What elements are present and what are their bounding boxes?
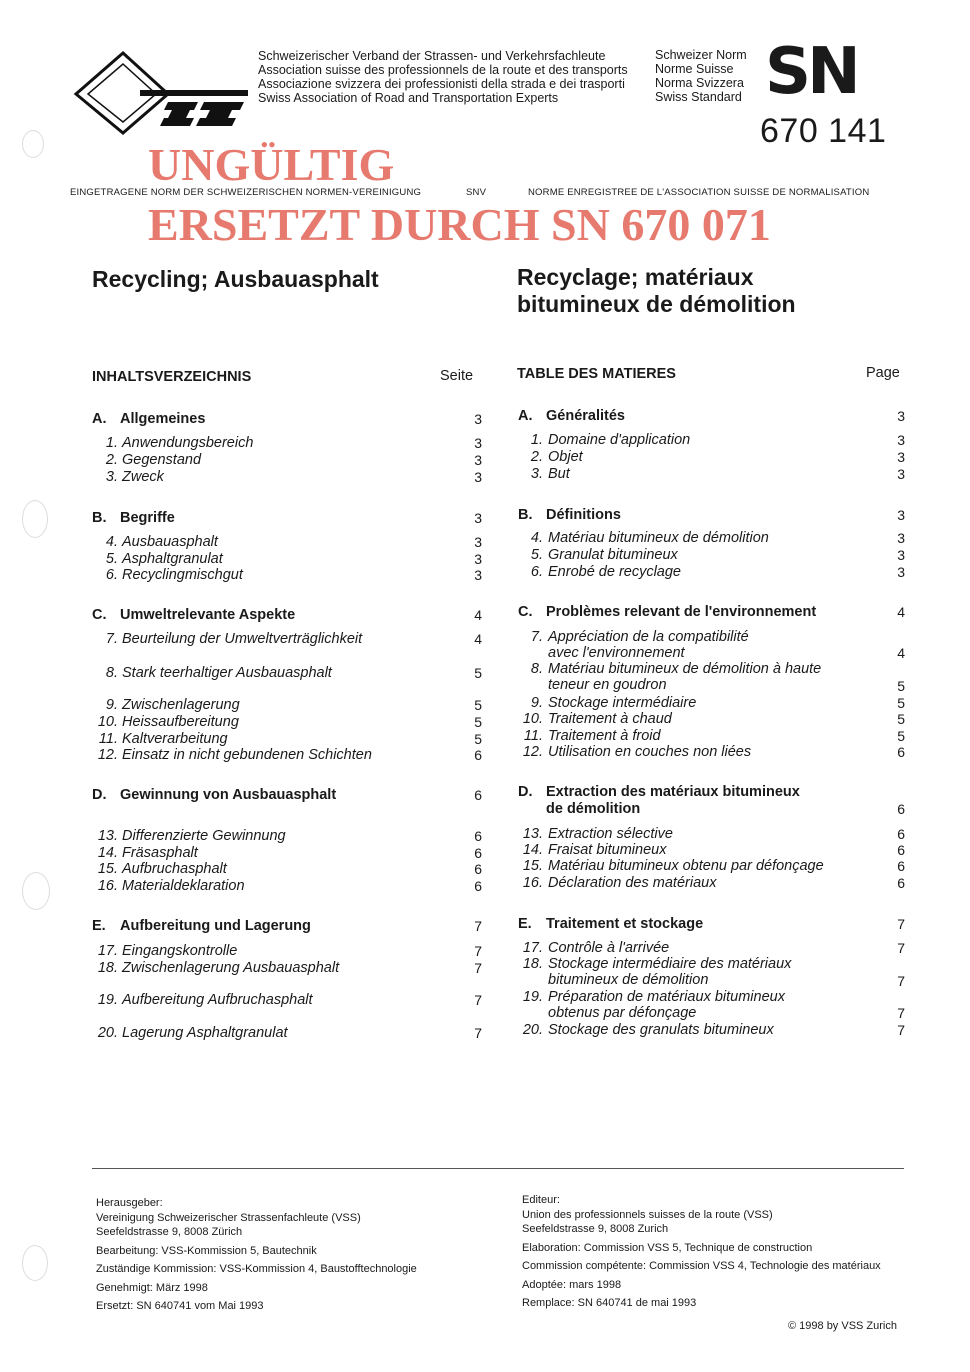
- toc-item-title: Stockage intermédiaire des matériaux: [548, 956, 792, 972]
- toc-section-letter: E.: [92, 918, 106, 934]
- toc-section-page: 3: [897, 507, 905, 523]
- approved-date-de: Genehmigt: März 1998: [96, 1281, 208, 1294]
- toc-item-page: 7: [474, 992, 482, 1008]
- toc-item-number: 9.: [105, 697, 118, 713]
- toc-item-page: 3: [897, 466, 905, 482]
- toc-section-letter: A.: [92, 411, 107, 427]
- toc-item-number: 7.: [530, 629, 543, 645]
- toc-item-number: 17.: [522, 940, 543, 956]
- toc-item-number: 14.: [97, 845, 118, 861]
- publisher-address-de: Seefeldstrasse 9, 8008 Zürich: [96, 1226, 243, 1238]
- toc-item-page: 6: [897, 826, 905, 842]
- toc-section-title: Umweltrelevante Aspekte: [120, 607, 296, 623]
- toc-item-title: Anwendungsbereich: [122, 435, 254, 451]
- toc-item-page: 7: [897, 940, 905, 956]
- toc-item-page: 6: [897, 875, 905, 891]
- toc-item-number: 1.: [105, 435, 118, 451]
- toc-item-title: Gegenstand: [122, 452, 202, 468]
- toc-item-page: 7: [897, 973, 905, 989]
- toc-item-page: 7: [897, 1005, 905, 1021]
- toc-item-page: 3: [897, 547, 905, 563]
- toc-item-number: 19.: [522, 989, 543, 1005]
- sn-logo: SN: [765, 35, 857, 109]
- toc-item-number: 6.: [530, 564, 543, 580]
- toc-section-page: 3: [897, 408, 905, 424]
- toc-item-title: Einsatz in nicht gebundenen Schichten: [122, 747, 372, 763]
- toc-section-letter: C.: [518, 604, 533, 620]
- toc-item-title: Recyclingmischgut: [122, 567, 243, 583]
- title-fr: [517, 264, 796, 318]
- registration-left: EINGETRAGENE NORM DER SCHWEIZERISCHEN NORMEN-VEREINIGUNG: [70, 187, 422, 198]
- toc-item-number: 13.: [97, 828, 118, 844]
- toc-item-title: Traitement à froid: [548, 728, 661, 744]
- toc-item-title: Zwischenlagerung Ausbauasphalt: [122, 960, 340, 976]
- toc-item-title: Extraction sélective: [548, 826, 673, 842]
- toc-section-letter: B.: [518, 507, 533, 523]
- toc-item-number: 5.: [530, 547, 543, 563]
- toc-item-page: 7: [474, 943, 482, 959]
- toc-item-title-cont: obtenus par défonçage: [548, 1005, 697, 1021]
- toc-item-title: Granulat bitumineux: [548, 547, 678, 563]
- binder-hole-mark: [22, 500, 48, 538]
- publisher-label-fr: Editeur:: [522, 1194, 560, 1206]
- toc-section-page: 7: [474, 918, 482, 934]
- toc-item-title: Fraisat bitumineux: [548, 842, 667, 858]
- association-names: [258, 49, 628, 105]
- editing-committee-de: Bearbeitung: VSS-Kommission 5, Bautechnik: [96, 1244, 317, 1257]
- toc-section-page: 7: [897, 916, 905, 932]
- toc-item-page: 3: [897, 432, 905, 448]
- toc-item-number: 5.: [105, 551, 118, 567]
- toc-item-number: 9.: [530, 695, 543, 711]
- toc-item-title: Enrobé de recyclage: [548, 564, 681, 580]
- toc-item-title-cont: bitumineux de démolition: [548, 972, 709, 988]
- toc-item-number: 18.: [97, 960, 118, 976]
- toc-item-title: Heissaufbereitung: [122, 714, 239, 730]
- publisher-name-fr: Union des professionnels suisses de la route (VSS): [522, 1208, 773, 1221]
- toc-page-label-fr: Page: [866, 365, 900, 381]
- toc-item-title: Aufbereitung Aufbruchasphalt: [122, 992, 313, 1008]
- toc-item-page: 3: [474, 534, 482, 550]
- toc-item-page: 3: [897, 530, 905, 546]
- norm-label-de: Schweizer Norm: [655, 48, 747, 62]
- toc-item-title: But: [548, 466, 570, 482]
- toc-section-title: Généralités: [546, 408, 625, 424]
- toc-item-number: 7.: [105, 631, 118, 647]
- toc-item-page: 3: [897, 564, 905, 580]
- toc-item-number: 13.: [522, 826, 543, 842]
- toc-item-number: 11.: [523, 728, 543, 744]
- toc-item-title: Objet: [548, 449, 583, 465]
- toc-item-page: 3: [474, 551, 482, 567]
- vss-logo-graphic: [68, 50, 253, 135]
- binder-hole-mark: [22, 872, 50, 910]
- toc-item-number: 11.: [98, 731, 118, 747]
- binder-hole-mark: [22, 130, 44, 158]
- toc-item-title: Matériau bitumineux de démolition à haute: [548, 661, 822, 677]
- toc-item-number: 17.: [97, 943, 118, 959]
- toc-item-title: Stark teerhaltiger Ausbauasphalt: [122, 665, 332, 681]
- toc-item-page: 3: [474, 435, 482, 451]
- toc-item-number: 4.: [105, 534, 118, 550]
- toc-section-title: Définitions: [546, 507, 621, 523]
- toc-item-page: 5: [897, 678, 905, 694]
- toc-item-page: 5: [474, 731, 482, 747]
- toc-item-title: Aufbruchasphalt: [122, 861, 227, 877]
- toc-item-title: Materialdeklaration: [122, 878, 245, 894]
- toc-section-title: Aufbereitung und Lagerung: [120, 918, 311, 934]
- toc-section-page: 4: [474, 607, 482, 623]
- toc-item-title: Zweck: [122, 469, 164, 485]
- title-fr-line1: Recyclage; matériaux: [517, 264, 754, 290]
- toc-section-title-cont: de démolition: [546, 801, 641, 817]
- toc-item-page: 5: [474, 697, 482, 713]
- toc-item-page: 7: [474, 1025, 482, 1041]
- toc-item-page: 3: [897, 449, 905, 465]
- toc-item-title: Domaine d'application: [548, 432, 691, 448]
- footer-german: [96, 1196, 417, 1314]
- toc-item-number: 20.: [522, 1022, 543, 1038]
- toc-item-title: Contrôle à l'arrivée: [548, 940, 670, 956]
- toc-item-page: 3: [474, 567, 482, 583]
- replaced-by-stamp: ERSETZT DURCH SN 670 071: [148, 199, 771, 250]
- editing-committee-fr: Elaboration: Commission VSS 5, Technique de construction: [522, 1241, 813, 1254]
- publisher-address-fr: Seefeldstrasse 9, 8008 Zurich: [522, 1223, 669, 1235]
- toc-item-page: 6: [474, 845, 482, 861]
- toc-section-page: 6: [897, 801, 905, 817]
- toc-item-number: 3.: [530, 466, 543, 482]
- toc-item-title: Utilisation en couches non liées: [548, 744, 752, 760]
- toc-item-page: 6: [897, 858, 905, 874]
- registration-center: SNV: [466, 187, 487, 198]
- toc-item-page: 6: [474, 828, 482, 844]
- association-name-en: Swiss Association of Road and Transportation Experts: [258, 91, 559, 105]
- replaces-fr: Remplace: SN 640741 de mai 1993: [522, 1297, 697, 1309]
- norm-label-fr: Norme Suisse: [655, 62, 734, 76]
- toc-item-number: 10.: [522, 711, 543, 727]
- toc-item-title: Préparation de matériaux bitumineux: [548, 989, 785, 1005]
- toc-item-page: 7: [474, 960, 482, 976]
- toc-item-number: 16.: [97, 878, 118, 894]
- toc-item-number: 12.: [97, 747, 118, 763]
- toc-item-title: Traitement à chaud: [548, 711, 672, 727]
- replaces-de: Ersetzt: SN 640741 vom Mai 1993: [96, 1300, 264, 1312]
- toc-item-title: Ausbauasphalt: [122, 534, 218, 550]
- toc-section-title: Gewinnung von Ausbauasphalt: [120, 787, 337, 803]
- toc-heading-de: INHALTSVERZEICHNIS: [92, 369, 252, 385]
- toc-item-title: Stockage des granulats bitumineux: [548, 1022, 774, 1038]
- toc-item-title: Zwischenlagerung: [122, 697, 240, 713]
- responsible-committee-fr: Commission compétente: Commission VSS 4, Technologie des matériaux: [522, 1260, 881, 1272]
- toc-section-page: 3: [474, 411, 482, 427]
- binder-hole-mark: [22, 1245, 48, 1281]
- responsible-committee-de: Zuständige Kommission: VSS-Kommission 4, Baustofftechnologie: [96, 1263, 417, 1275]
- association-name-fr: Association suisse des professionnels de la route et des transports: [258, 63, 628, 77]
- toc-item-title: Beurteilung der Umweltverträglichkeit: [122, 631, 363, 647]
- invalid-stamp: UNGÜLTIG: [148, 139, 395, 190]
- toc-item-title-cont: teneur en goudron: [548, 677, 667, 693]
- toc-item-number: 8.: [530, 661, 543, 677]
- toc-section-letter: D.: [92, 787, 107, 803]
- toc-item-title: Appréciation de la compatibilité: [548, 629, 749, 645]
- norm-label-en: Swiss Standard: [655, 90, 742, 104]
- toc-section-title: Begriffe: [120, 510, 175, 526]
- toc-section-letter: B.: [92, 510, 107, 526]
- toc-item-number: 15.: [97, 861, 118, 877]
- toc-page-label-de: Seite: [440, 368, 474, 384]
- title-de: Recycling; Ausbauasphalt: [92, 266, 379, 292]
- toc-item-title: Déclaration des matériaux: [548, 875, 717, 891]
- toc-item-number: 8.: [105, 665, 118, 681]
- toc-item-number: 3.: [105, 469, 118, 485]
- adopted-date-fr: Adoptée: mars 1998: [522, 1278, 622, 1291]
- toc-item-title-cont: avec l'environnement: [548, 645, 685, 661]
- toc-heading-fr: TABLE DES MATIERES: [517, 366, 676, 382]
- toc-item-number: 18.: [522, 956, 543, 972]
- sn-number: 670 141: [760, 112, 887, 150]
- publisher-label-de: Herausgeber:: [96, 1197, 163, 1209]
- toc-item-page: 6: [474, 861, 482, 877]
- toc-item-title: Differenzierte Gewinnung: [122, 828, 286, 844]
- norm-label-it: Norma Svizzera: [655, 76, 744, 90]
- toc-item-title: Eingangskontrolle: [122, 943, 238, 959]
- toc-item-page: 7: [897, 1022, 905, 1038]
- toc-section-page: 3: [474, 510, 482, 526]
- toc-item-number: 2.: [530, 449, 543, 465]
- toc-item-page: 3: [474, 452, 482, 468]
- toc-item-number: 4.: [530, 530, 543, 546]
- toc-section-title: Extraction des matériaux bitumineux: [546, 784, 800, 800]
- toc-section-letter: D.: [518, 784, 533, 800]
- toc-item-page: 4: [474, 631, 482, 647]
- vss-logo: [68, 50, 253, 135]
- norm-labels: [655, 48, 747, 104]
- toc-section-page: 6: [474, 787, 482, 803]
- publisher-name-de: Vereinigung Schweizerischer Strassenfachleute (VSS): [96, 1211, 361, 1224]
- toc-item-page: 3: [474, 469, 482, 485]
- footer-divider: [92, 1168, 904, 1169]
- registration-right: NORME ENREGISTREE DE L'ASSOCIATION SUISSE DE NORMALISATION: [528, 187, 870, 198]
- toc-item-page: 5: [474, 714, 482, 730]
- toc-item-page: 4: [897, 645, 905, 661]
- toc-item-number: 2.: [105, 452, 118, 468]
- toc-item-number: 16.: [522, 875, 543, 891]
- toc-item-page: 6: [474, 747, 482, 763]
- toc-item-number: 20.: [97, 1025, 118, 1041]
- toc-section-letter: A.: [518, 408, 533, 424]
- toc-item-number: 19.: [97, 992, 118, 1008]
- toc-item-title: Stockage intermédiaire: [548, 695, 697, 711]
- toc-section-letter: E.: [518, 916, 532, 932]
- toc-item-page: 5: [474, 665, 482, 681]
- toc-item-number: 12.: [522, 744, 543, 760]
- copyright: © 1998 by VSS Zurich: [788, 1320, 897, 1332]
- footer-french: [522, 1193, 881, 1311]
- toc-item-title: Lagerung Asphaltgranulat: [122, 1025, 288, 1041]
- association-name-de: Schweizerischer Verband der Strassen- und Verkehrsfachleute: [258, 49, 606, 63]
- toc-item-title: Matériau bitumineux de démolition: [548, 530, 769, 546]
- toc-section-title: Problèmes relevant de l'environnement: [546, 604, 817, 620]
- toc-item-number: 6.: [105, 567, 118, 583]
- toc-item-title: Asphaltgranulat: [122, 551, 223, 567]
- toc-item-number: 14.: [522, 842, 543, 858]
- toc-section-title: Allgemeines: [120, 411, 206, 427]
- toc-section-page: 4: [897, 604, 905, 620]
- toc-item-page: 5: [897, 695, 905, 711]
- toc-item-page: 6: [474, 878, 482, 894]
- toc-item-number: 15.: [522, 858, 543, 874]
- toc-item-page: 5: [897, 711, 905, 727]
- toc-item-page: 5: [897, 728, 905, 744]
- toc-item-page: 6: [897, 744, 905, 760]
- toc-item-number: 10.: [97, 714, 118, 730]
- toc-item-page: 6: [897, 842, 905, 858]
- toc-item-number: 1.: [530, 432, 543, 448]
- toc-item-title: Fräsasphalt: [122, 845, 198, 861]
- toc-section-title: Traitement et stockage: [546, 916, 704, 932]
- title-fr-line2: bitumineux de démolition: [517, 291, 796, 317]
- toc-section-letter: C.: [92, 607, 107, 623]
- association-name-it: Associazione svizzera dei professionisti della strada e dei trasporti: [258, 77, 625, 91]
- toc-item-title: Matériau bitumineux obtenu par défonçage: [548, 858, 824, 874]
- toc-item-title: Kaltverarbeitung: [122, 731, 228, 747]
